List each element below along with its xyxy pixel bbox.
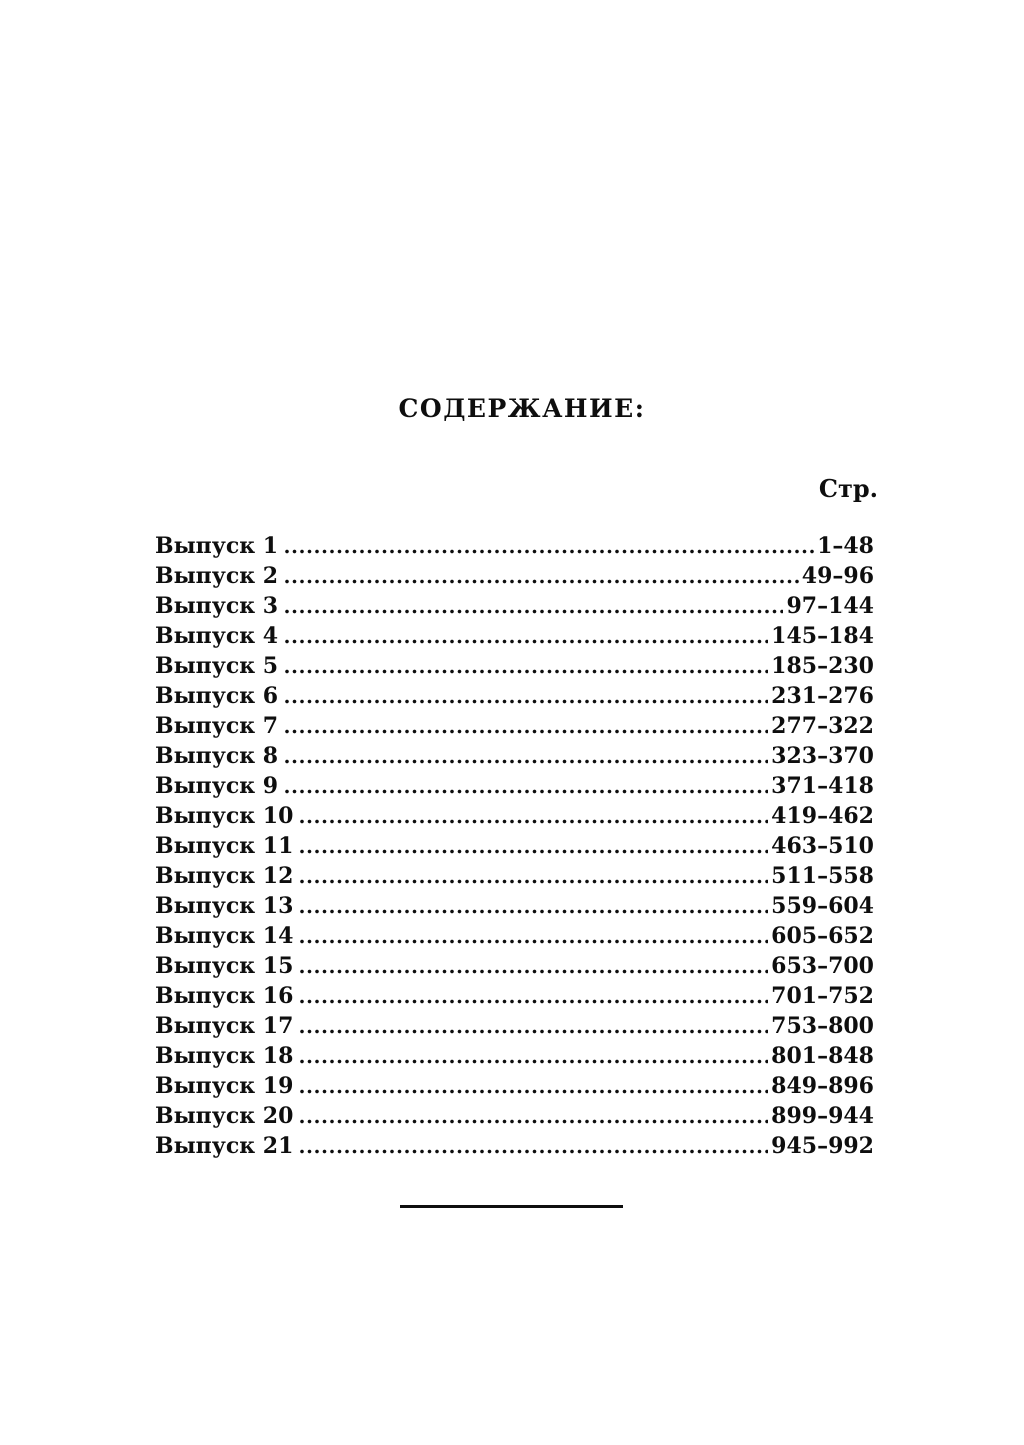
toc-row [155,621,874,651]
dot-leader [299,1118,768,1125]
toc-entry-label: Выпуск 9 [155,773,279,799]
dot-leader [284,638,768,645]
dot-leader [299,848,768,855]
toc-entry-label: Выпуск 2 [155,563,279,589]
toc-row [155,1131,874,1161]
toc-row [155,741,874,771]
toc-entry-pages: 753–800 [771,1013,874,1039]
toc-row [155,711,874,741]
toc-row [155,651,874,681]
toc-entry-pages: 605–652 [771,923,874,949]
toc-row [155,591,874,621]
toc-entry-pages: 323–370 [771,743,874,769]
dot-leader [284,608,783,615]
toc-row [155,1071,874,1101]
dot-leader [284,788,768,795]
toc-list [155,531,874,1161]
toc-entry-label: Выпуск 15 [155,953,294,979]
toc-entry-pages: 899–944 [771,1103,874,1129]
toc-row [155,531,874,561]
end-divider [400,1205,623,1208]
toc-entry-pages: 511–558 [771,863,874,889]
dot-leader [299,1088,768,1095]
dot-leader [299,908,768,915]
dot-leader [299,1058,768,1065]
toc-entry-pages: 49–96 [801,563,874,589]
dot-leader [284,668,768,675]
toc-row [155,771,874,801]
toc-row [155,951,874,981]
toc-entry-label: Выпуск 20 [155,1103,294,1129]
toc-row [155,891,874,921]
dot-leader [299,968,768,975]
toc-entry-label: Выпуск 10 [155,803,294,829]
toc-entry-label: Выпуск 11 [155,833,294,859]
toc-entry-label: Выпуск 5 [155,653,279,679]
toc-entry-label: Выпуск 4 [155,623,279,649]
dot-leader [299,998,768,1005]
toc-entry-label: Выпуск 8 [155,743,279,769]
toc-entry-pages: 145–184 [771,623,874,649]
toc-entry-pages: 801–848 [771,1043,874,1069]
dot-leader [284,548,814,555]
toc-row [155,561,874,591]
toc-entry-pages: 463–510 [771,833,874,859]
toc-row [155,801,874,831]
dot-leader [284,698,768,705]
page-title: СОДЕРЖАНИЕ: [398,394,646,423]
toc-row [155,861,874,891]
toc-entry-label: Выпуск 18 [155,1043,294,1069]
toc-entry-pages: 419–462 [771,803,874,829]
dot-leader [284,758,768,765]
toc-entry-pages: 559–604 [771,893,874,919]
page-column-header: Стр. [818,474,878,503]
toc-row [155,1011,874,1041]
toc-entry-pages: 1–48 [817,533,874,559]
toc-entry-label: Выпуск 16 [155,983,294,1009]
dot-leader [299,1148,768,1155]
toc-entry-pages: 653–700 [771,953,874,979]
dot-leader [284,728,768,735]
toc-row [155,921,874,951]
dot-leader [299,818,768,825]
toc-entry-label: Выпуск 21 [155,1133,294,1159]
dot-leader [299,878,768,885]
toc-row [155,1041,874,1071]
toc-entry-label: Выпуск 1 [155,533,279,559]
toc-row [155,981,874,1011]
toc-entry-pages: 277–322 [771,713,874,739]
toc-entry-label: Выпуск 17 [155,1013,294,1039]
toc-entry-label: Выпуск 3 [155,593,279,619]
toc-entry-label: Выпуск 7 [155,713,279,739]
dot-leader [299,1028,768,1035]
toc-entry-label: Выпуск 13 [155,893,294,919]
toc-entry-label: Выпуск 12 [155,863,294,889]
toc-entry-pages: 849–896 [771,1073,874,1099]
toc-entry-pages: 185–230 [771,653,874,679]
toc-row [155,1101,874,1131]
toc-entry-label: Выпуск 14 [155,923,294,949]
toc-row [155,831,874,861]
toc-entry-pages: 701–752 [771,983,874,1009]
toc-entry-label: Выпуск 19 [155,1073,294,1099]
dot-leader [284,578,799,585]
toc-entry-pages: 97–144 [786,593,874,619]
toc-entry-pages: 371–418 [771,773,874,799]
toc-row [155,681,874,711]
toc-entry-pages: 231–276 [771,683,874,709]
toc-entry-pages: 945–992 [771,1133,874,1159]
toc-entry-label: Выпуск 6 [155,683,279,709]
dot-leader [299,938,768,945]
